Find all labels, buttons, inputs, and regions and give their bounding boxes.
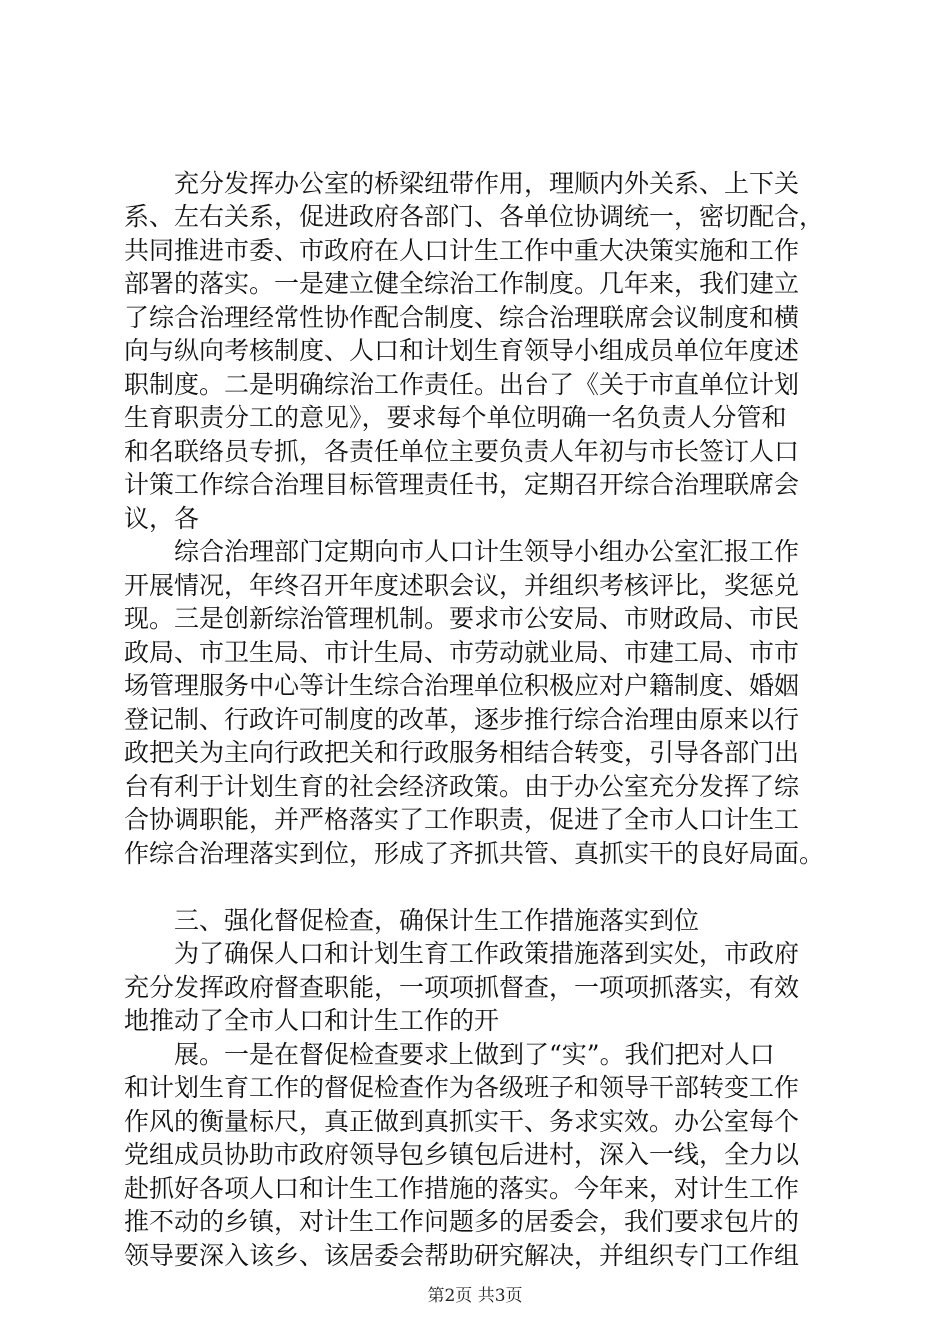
text-line: 党组成员协助市政府领导包乡镇包后进村，深入一线，全力以: [124, 1140, 800, 1170]
text-line: 政把关为主向行政把关和行政服务相结合转变，引导各部门出: [124, 738, 800, 768]
blank-line: [124, 870, 844, 903]
text-line: 部署的落实。一是建立健全综治工作制度。几年来，我们建立: [124, 269, 800, 299]
text-line: 充分发挥政府督查职能，一项项抓督查，一项项抓落实，有效: [124, 972, 800, 1002]
text-line: 职制度。二是明确综治工作责任。出台了《关于市直单位计划: [124, 369, 800, 399]
text-line: 共同推进市委、市政府在人口计生工作中重大决策实施和工作: [124, 235, 800, 265]
text-line: 作风的衡量标尺，真正做到真抓实干、务求实效。办公室每个: [124, 1106, 800, 1136]
text-line: 和名联络员专抓，各责任单位主要负责人年初与市长签订人口: [124, 436, 800, 466]
text-line: 推不动的乡镇，对计生工作问题多的居委会，我们要求包片的: [124, 1207, 800, 1237]
text-line: 系、左右关系，促进政府各部门、各单位协调统一，密切配合，: [124, 202, 825, 232]
text-line: 综合治理部门定期向市人口计生领导小组办公室汇报工作: [124, 537, 800, 567]
text-line: 展。一是在督促检查要求上做到了“实”。我们把对人口: [124, 1039, 775, 1069]
text-line: 地推动了全市人口和计生工作的开: [124, 1006, 500, 1036]
text-line: 充分发挥办公室的桥梁纽带作用，理顺内外关系、上下关: [124, 169, 800, 198]
text-line: 开展情况，年终召开年度述职会议，并组织考核评比，奖惩兑: [124, 570, 800, 600]
text-line: 合协调职能，并严格落实了工作职责，促进了全市人口计生工: [124, 805, 800, 835]
text-line: 政局、市卫生局、市计生局、市劳动就业局、市建工局、市市: [124, 637, 800, 667]
text-line: 台有利于计划生育的社会经济政策。由于办公室充分发挥了综: [124, 771, 800, 801]
text-line: 向与纵向考核制度、人口和计划生育领导小组成员单位年度述: [124, 336, 800, 366]
text-line: 生育职责分工的意见》，要求每个单位明确一名负责人分管和: [124, 403, 787, 433]
text-line: 现。三是创新综治管理机制。要求市公安局、市财政局、市民: [124, 604, 800, 634]
text-line: 为了确保人口和计划生育工作政策措施落到实处，市政府: [124, 939, 800, 969]
text-line: 计策工作综合治理目标管理责任书，定期召开综合治理联席会: [124, 470, 800, 500]
text-line: 议，各: [124, 503, 200, 533]
text-line: 作综合治理落实到位，形成了齐抓共管、真抓实干的良好局面。: [124, 838, 825, 868]
text-line: 场管理服务中心等计生综合治理单位积极应对户籍制度、婚姻: [124, 671, 800, 701]
text-line: 和计划生育工作的督促检查作为各级班子和领导干部转变工作: [124, 1073, 800, 1103]
section-heading: 三、强化督促检查，确保计生工作措施落实到位: [124, 905, 700, 935]
text-line: 了综合治理经常性协作配合制度、综合治理联席会议制度和横: [124, 302, 800, 332]
text-line: 登记制、行政许可制度的改革，逐步推行综合治理由原来以行: [124, 704, 800, 734]
page-footer: 第2页 共3页: [427, 1286, 523, 1306]
text-line: 赴抓好各项人口和计生工作措施的落实。今年来，对计生工作: [124, 1173, 800, 1203]
text-line: 领导要深入该乡、该居委会帮助研究解决，并组织专门工作组: [124, 1240, 800, 1270]
